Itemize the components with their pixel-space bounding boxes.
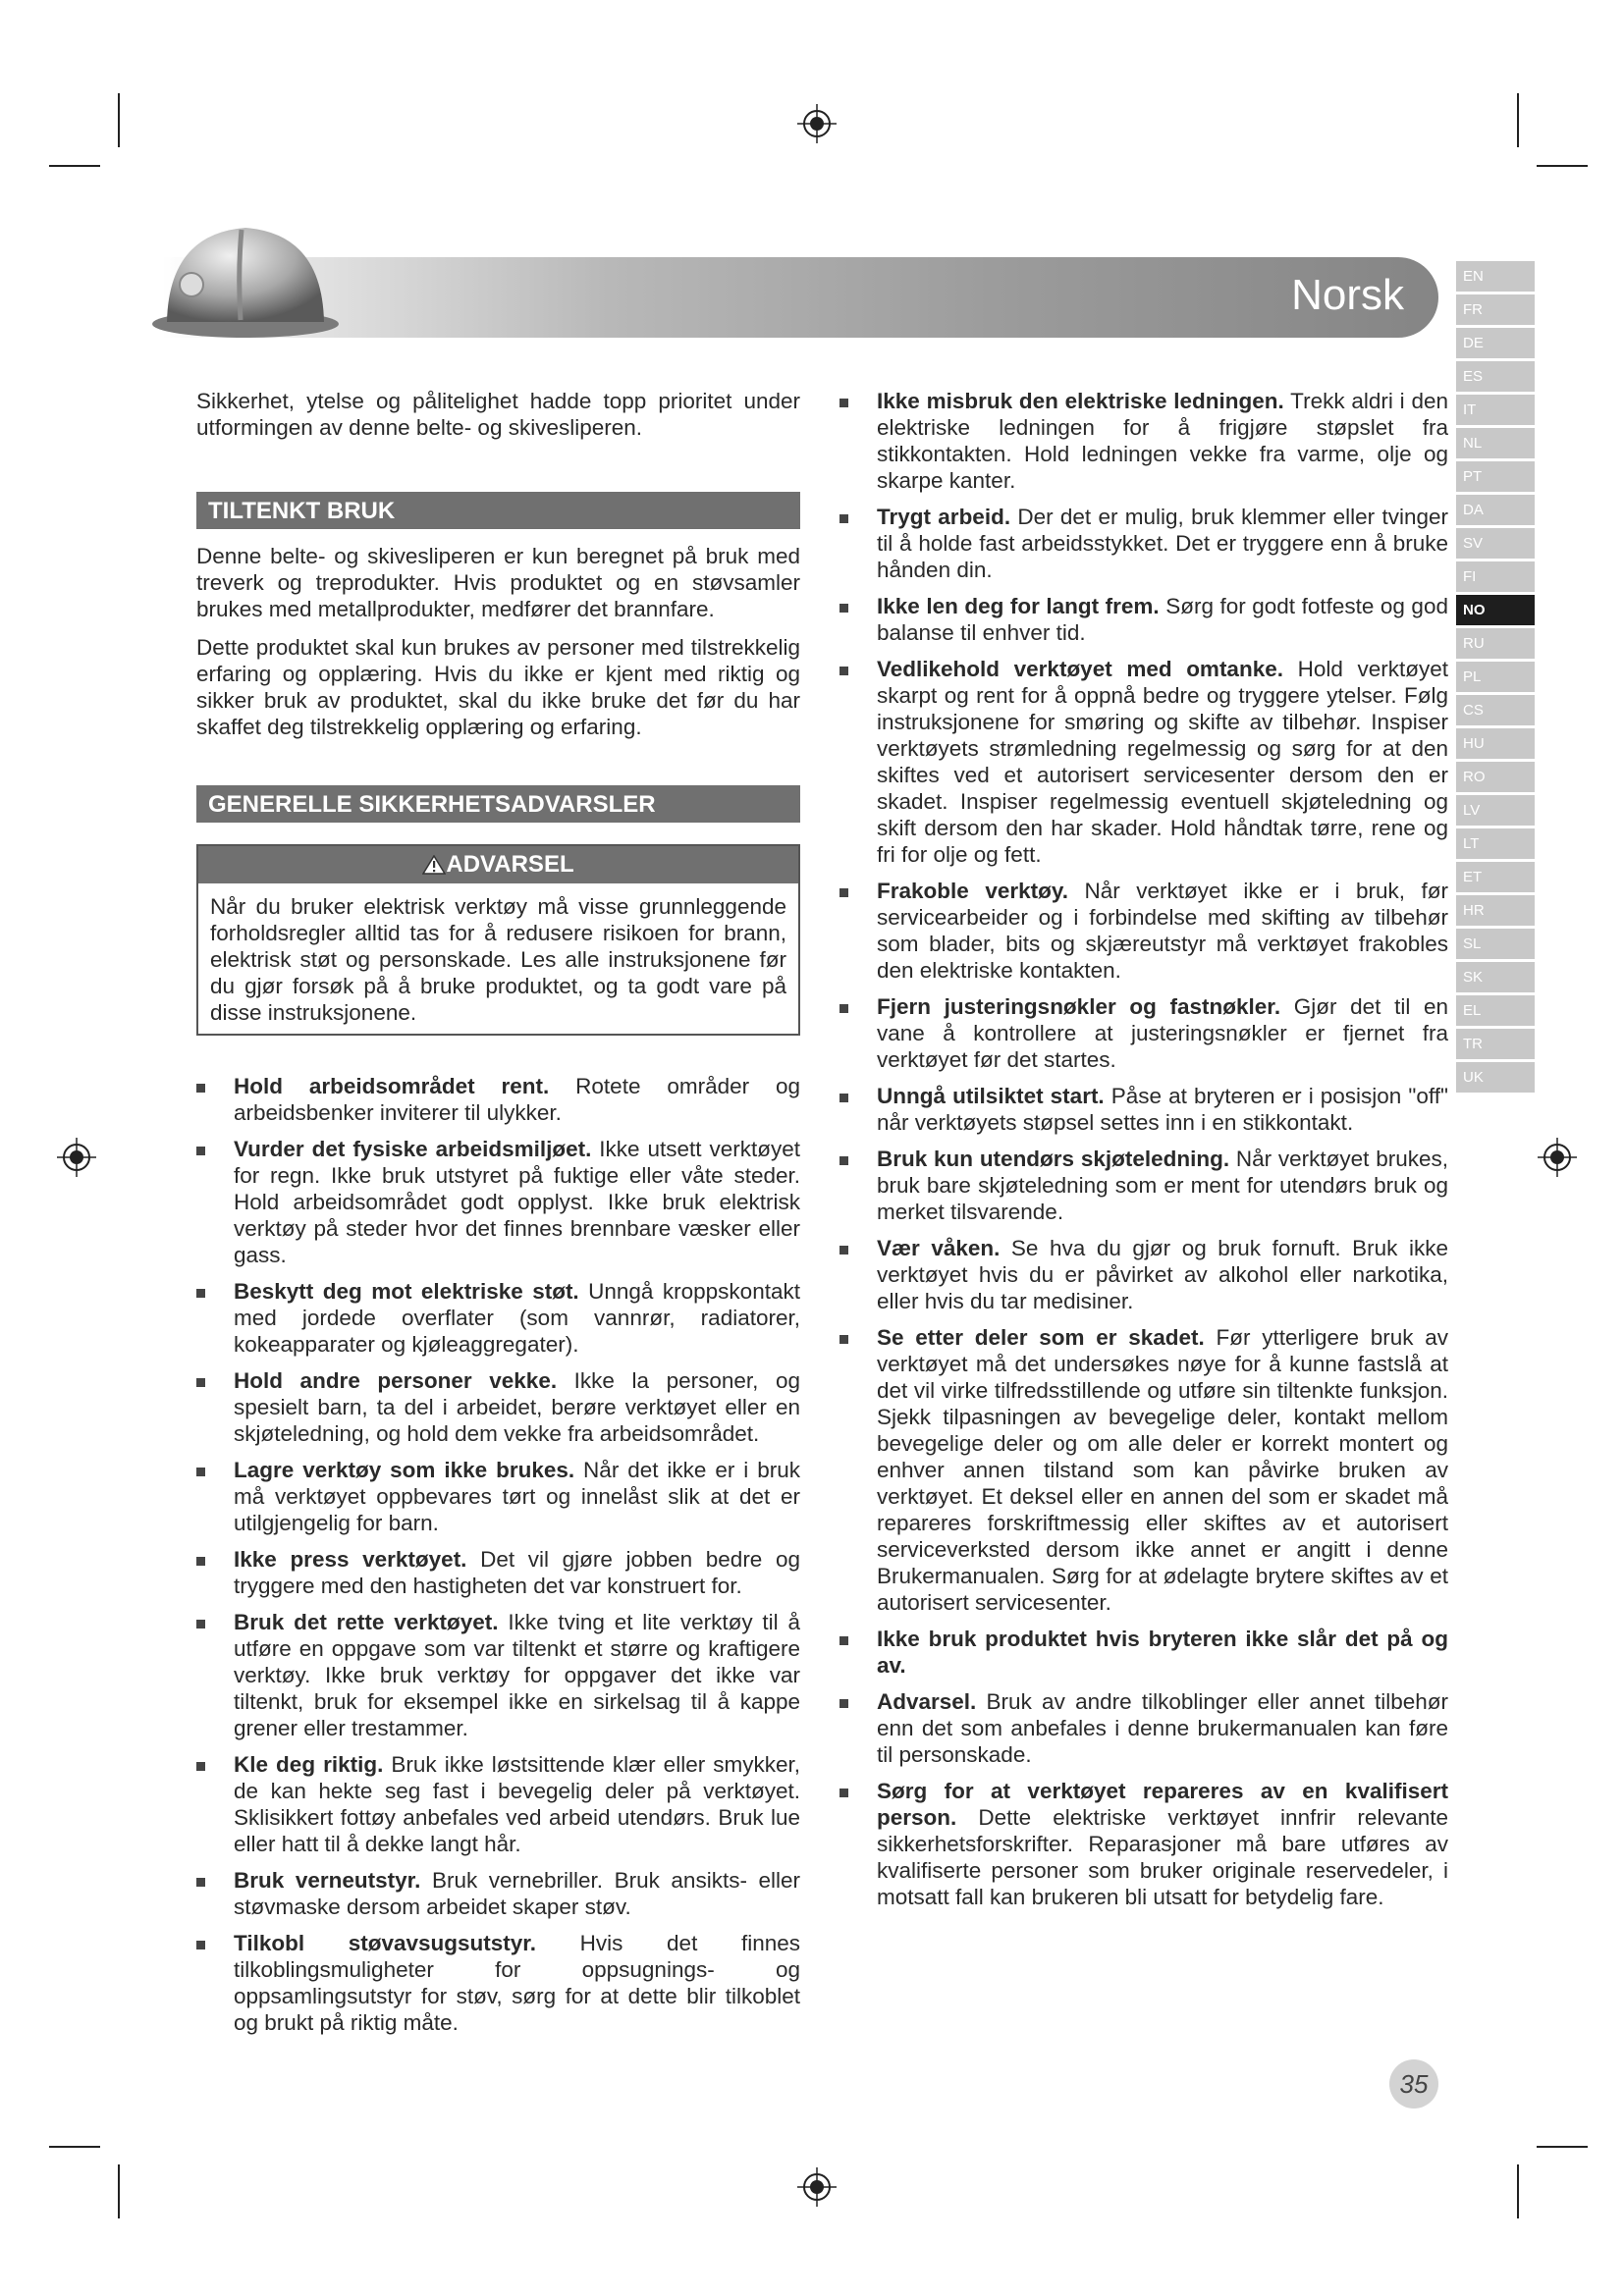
- safety-item-title: Ikke misbruk den elektriske ledningen.: [877, 389, 1284, 413]
- tab-language-no[interactable]: NO: [1456, 595, 1535, 625]
- tab-language-fi[interactable]: FI: [1456, 561, 1535, 592]
- safety-item-title: Bruk kun utendørs skjøteledning.: [877, 1147, 1230, 1171]
- crop-mark: [1537, 165, 1588, 167]
- safety-item-title: Lagre verktøy som ikke brukes.: [234, 1458, 575, 1482]
- safety-item-title: Kle deg riktig.: [234, 1752, 384, 1777]
- warning-box: [196, 844, 800, 1036]
- safety-item-title: Tilkobl støvavsugsutstyr.: [234, 1931, 537, 1955]
- crop-mark: [118, 93, 120, 147]
- safety-item-title: Se etter deler som er skadet.: [877, 1325, 1205, 1350]
- intended-use-paragraph: Denne belte- og skivesliperen er kun beregnet på bruk med treverk og treprodukter. Hvis produktet og en støvsamler brukes med metallprodukter, medfører det brannfare.: [196, 544, 800, 621]
- safety-item-title: Bruk verneutstyr.: [234, 1868, 421, 1893]
- safety-item-text: Ikke utsett verktøyet for regn. Ikke bruk utstyret på fuktige eller våte steder. Hold arbeidsområdet godt opplyst. Ikke bruk elektrisk verktøy på steder hvor det finnes brennbare væsker eller gass.: [234, 1137, 800, 1267]
- safety-item-text: Bruk ikke løstsittende klær eller smykker, de kan hekte seg fast i bevegelig deler på verktøyet. Sklisikkert fottøy anbefales ved arbeid utendørs. Bruk lue eller hatt til å dekke langt hår.: [234, 1752, 800, 1856]
- crop-mark: [1517, 2164, 1519, 2218]
- safety-item-title: Ikke bruk produktet hvis bryteren ikke slår det på og av.: [877, 1627, 1448, 1678]
- safety-item: [839, 1083, 1448, 1136]
- crop-mark: [49, 165, 100, 167]
- safety-item-text: Sørg for godt fotfeste og god balanse til enhver tid.: [877, 594, 1448, 645]
- tab-language-hu[interactable]: HU: [1456, 728, 1535, 759]
- registration-mark-icon: [1536, 1136, 1579, 1179]
- page-number: 35: [1389, 2059, 1438, 2109]
- safety-item: [839, 1146, 1448, 1225]
- safety-item-text: Det vil gjøre jobben bedre og tryggere med den hastigheten det var konstruert for.: [234, 1547, 800, 1598]
- safety-item-text: Før ytterligere bruk av verktøyet må det undersøkes nøye for å kunne fastslå at det vil virke tilfredsstillende og utføre sin tiltenkte funksjon. Sjekk tilpasningen av bevegelige deler, kontakt mellom bevegelige deler og om alle deler er korrekt montert og enhver annen tilstand som kan påvirke bruken av verktøyet. Et deksel eller en annen del som er skadet må repareres forskriftmessig eller skiftes av et autorisert serviceverksted dersom ikke annet er angitt i denne Brukermanualen. Sørg for at ødelagte brytere skiftes av et autorisert servicesenter.: [877, 1325, 1448, 1615]
- safety-item: [839, 1688, 1448, 1768]
- intended-use-paragraph: Dette produktet skal kun brukes av personer med tilstrekkelig erfaring og opplæring. Hvis du ikke er kjent med riktig og sikker bruk av produktet, skal du ikke bruke det før du har skaffet deg tilstrekkelig opplæring og erfaring.: [196, 635, 800, 739]
- section-heading-general-safety: GENERELLE SIKKERHETSADVARSLER: [196, 785, 800, 823]
- warning-triangle-icon: [422, 855, 446, 875]
- tab-language-cs[interactable]: CS: [1456, 695, 1535, 725]
- tab-language-pt[interactable]: PT: [1456, 461, 1535, 492]
- tab-language-tr[interactable]: TR: [1456, 1029, 1535, 1059]
- safety-item: [196, 1073, 800, 1126]
- tab-language-es[interactable]: ES: [1456, 361, 1535, 392]
- tab-language-et[interactable]: ET: [1456, 862, 1535, 892]
- page-title: Norsk: [1291, 271, 1404, 319]
- tab-language-lt[interactable]: LT: [1456, 828, 1535, 859]
- safety-item-text: Ikke la personer, og spesielt barn, ta del i arbeidet, berøre verktøyet eller en skjøteledning, og hold dem vekke fra arbeidsområdet.: [234, 1368, 801, 1446]
- safety-item-title: Trygt arbeid.: [877, 505, 1011, 529]
- warning-heading-text: ADVARSEL: [446, 851, 574, 878]
- safety-item: [196, 1751, 800, 1857]
- safety-item: [839, 1778, 1448, 1910]
- section-heading-intended-use: TILTENKT BRUK: [196, 492, 800, 529]
- safety-item-text: Unngå kroppskontakt med jordede overflater (som vannrør, radiatorer, kokeapparater og kjøleaggregater).: [234, 1279, 800, 1357]
- tab-language-sl[interactable]: SL: [1456, 929, 1535, 959]
- safety-item-text: Påse at bryteren er i posisjon "off" når verktøyets støpsel settes inn i en stikkontakt.: [877, 1084, 1448, 1135]
- language-tabs: [1456, 261, 1535, 1095]
- tab-language-fr[interactable]: FR: [1456, 294, 1535, 325]
- crop-mark: [49, 2146, 100, 2148]
- safety-item-title: Hold arbeidsområdet rent.: [234, 1074, 550, 1098]
- tab-language-hr[interactable]: HR: [1456, 895, 1535, 926]
- safety-item: [839, 878, 1448, 984]
- tab-language-sv[interactable]: SV: [1456, 528, 1535, 559]
- safety-item-text: Når verktøyet brukes, bruk bare skjøteledning som er ment for utendørs bruk og merket tilsvarende.: [877, 1147, 1448, 1224]
- safety-item: [839, 593, 1448, 646]
- right-column: [839, 388, 1448, 1920]
- safety-item: [839, 993, 1448, 1073]
- safety-item: [196, 1546, 800, 1599]
- tab-language-nl[interactable]: NL: [1456, 428, 1535, 458]
- crop-mark: [1517, 93, 1519, 147]
- tab-language-sk[interactable]: SK: [1456, 962, 1535, 992]
- intro-text: Sikkerhet, ytelse og pålitelighet hadde topp prioritet under utformingen av denne belte- og skivesliperen.: [196, 389, 800, 440]
- safety-item: [839, 504, 1448, 583]
- safety-item-title: Bruk det rette verktøyet.: [234, 1610, 499, 1634]
- safety-item-title: Vær våken.: [877, 1236, 1001, 1260]
- tab-language-el[interactable]: EL: [1456, 995, 1535, 1026]
- crop-mark: [1537, 2146, 1588, 2148]
- safety-item-title: Ikke press verktøyet.: [234, 1547, 467, 1572]
- safety-item-title: Vedlikehold verktøyet med omtanke.: [877, 657, 1283, 681]
- safety-item: [839, 656, 1448, 868]
- safety-item-text: Gjør det til en vane å kontrollere at justeringsnøkler er fjernet fra verktøyet før det startes.: [877, 994, 1449, 1072]
- safety-item: [196, 1867, 800, 1920]
- safety-item-text: Hvis det finnes tilkoblingsmuligheter for oppsugnings- og oppsamlingsutstyr for støv, sørg for at dette blir tilkoblet og brukt på riktig måte.: [234, 1931, 800, 2035]
- registration-mark-icon: [795, 2165, 839, 2209]
- tab-language-it[interactable]: IT: [1456, 395, 1535, 425]
- safety-item-title: Sørg for at verktøyet repareres av en kvalifisert person.: [877, 1779, 1448, 1830]
- right-safety-list: [839, 388, 1448, 1910]
- safety-item-title: Fjern justeringsnøkler og fastnøkler.: [877, 994, 1281, 1019]
- tab-language-pl[interactable]: PL: [1456, 662, 1535, 692]
- safety-item: [196, 1609, 800, 1741]
- safety-item-title: Hold andre personer vekke.: [234, 1368, 558, 1393]
- safety-item-text: Dette elektriske verktøyet innfrir relevante sikkerhetsforskrifter. Reparasjoner må bare utføres av kvalifiserte personer som bruker originale reservedeler, i motsatt fall kan brukeren bli utsatt for betydelig fare.: [877, 1805, 1448, 1909]
- tab-language-ro[interactable]: RO: [1456, 762, 1535, 792]
- safety-item: [196, 1930, 800, 2036]
- safety-item: [839, 1626, 1448, 1679]
- safety-item-title: Frakoble verktøy.: [877, 879, 1068, 903]
- registration-mark-icon: [55, 1136, 98, 1179]
- safety-helmet-icon: [147, 214, 344, 342]
- safety-item: [196, 1278, 800, 1358]
- header-band: [162, 257, 1438, 338]
- safety-item: [839, 1324, 1448, 1616]
- registration-mark-icon: [795, 102, 839, 145]
- tab-language-de[interactable]: DE: [1456, 328, 1535, 358]
- safety-item-title: Beskytt deg mot elektriske støt.: [234, 1279, 579, 1304]
- tab-language-da[interactable]: DA: [1456, 495, 1535, 525]
- safety-item-text: Ikke tving et lite verktøy til å utføre en oppgave som var tiltenkt et større og kraftigere verktøy. Ikke bruk verktøy for oppgaver det ikke var tiltenkt, bruk for eksempel ikke en sirkelsag til å kappe grener eller trestammer.: [234, 1610, 800, 1740]
- safety-item-text: Bruk vernebriller. Bruk ansikts- eller støvmaske dersom arbeidet skaper støv.: [234, 1868, 801, 1919]
- safety-item-title: Unngå utilsiktet start.: [877, 1084, 1105, 1108]
- tab-language-uk[interactable]: UK: [1456, 1062, 1535, 1093]
- warning-text: Når du bruker elektrisk verktøy må visse grunnleggende forholdsregler alltid tas for å redusere risikoen for brann, elektrisk støt og personskade. Les alle instruksjonene før du gjør forsøk på å bruke produktet, og ta godt vare på disse instruksjonene.: [210, 894, 786, 1025]
- tab-language-ru[interactable]: RU: [1456, 628, 1535, 659]
- crop-mark: [118, 2164, 120, 2218]
- tab-language-en[interactable]: EN: [1456, 261, 1535, 292]
- safety-item-text: Bruk av andre tilkoblinger eller annet tilbehør enn det som anbefales i denne brukermanualen kan føre til personskade.: [877, 1689, 1448, 1767]
- left-safety-list: [196, 1073, 800, 2036]
- safety-item: [196, 1136, 800, 1268]
- safety-item: [839, 388, 1448, 494]
- safety-item: [196, 1367, 800, 1447]
- safety-item-text: Rotete områder og arbeidsbenker inviterer til ulykker.: [234, 1074, 800, 1125]
- safety-item: [196, 1457, 800, 1536]
- tab-language-lv[interactable]: LV: [1456, 795, 1535, 826]
- warning-heading: [198, 846, 798, 883]
- safety-item-text: Se hva du gjør og bruk fornuft. Bruk ikke verktøyet hvis du er påvirket av alkohol eller narkotika, eller hvis du tar medisiner.: [877, 1236, 1448, 1313]
- safety-item-text: Hold verktøyet skarpt og rent for å oppnå bedre og tryggere ytelser. Følg instruksjonene for smøring og skifte av tilbehør. Inspiser verktøyets strømledning regelmessig og sørg for at den skiftes ved et autorisert servicesenter dersom den er skadet. Inspiser regelmessig eventuell skjøteledning og skift dersom den har skader. Hold håndtak tørre, rene og fri for olje og fett.: [877, 657, 1449, 867]
- left-column: [196, 388, 800, 2046]
- safety-item-text: Trekk aldri i den elektriske ledningen for å frigjøre støpslet fra stikkontakten. Hold ledningen vekke fra varme, olje og skarpe kanter.: [877, 389, 1448, 493]
- safety-item-title: Vurder det fysiske arbeidsmiljøet.: [234, 1137, 592, 1161]
- safety-item-title: Ikke len deg for langt frem.: [877, 594, 1160, 618]
- safety-item-title: Advarsel.: [877, 1689, 977, 1714]
- safety-item-text: Der det er mulig, bruk klemmer eller tvinger til å holde fast arbeidsstykket. Det er tryggere enn å bruke hånden din.: [877, 505, 1448, 582]
- safety-item: [839, 1235, 1448, 1314]
- safety-item-text: Når det ikke er i bruk må verktøyet oppbevares tørt og innelåst slik at det er utilgjengelig for barn.: [234, 1458, 801, 1535]
- safety-item-text: Når verktøyet ikke er i bruk, før servicearbeider og i forbindelse med skifting av tilbehør som blader, bits og skjæreutstyr må verktøyet frakobles den elektriske kontakten.: [877, 879, 1448, 983]
